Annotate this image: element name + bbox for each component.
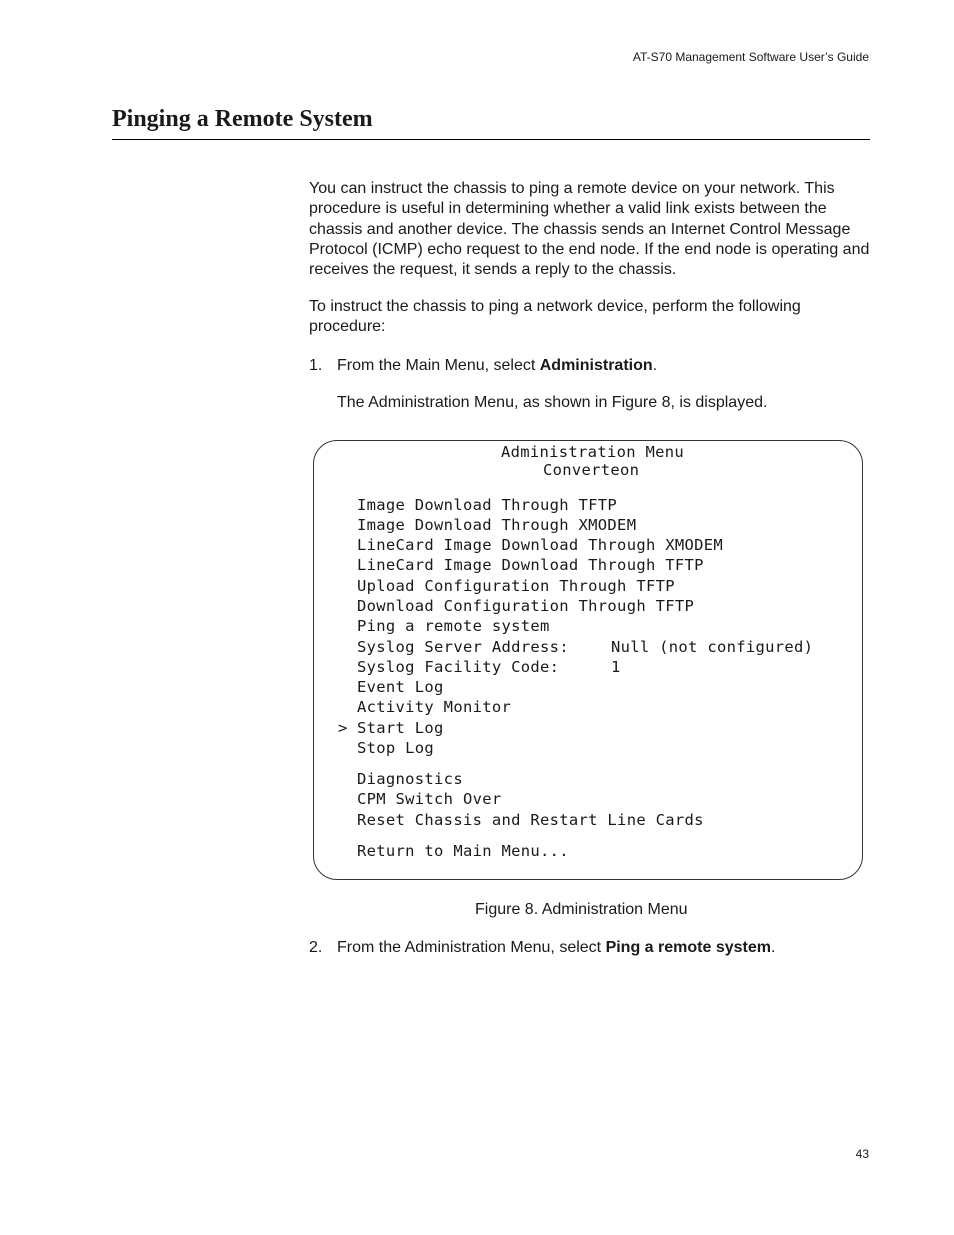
menu-item-event-log: Event Log <box>357 678 444 696</box>
menu-item-linecard-download-tftp: LineCard Image Download Through TFTP <box>357 556 704 574</box>
figure-caption: Figure 8. Administration Menu <box>475 901 688 918</box>
menu-item-diagnostics: Diagnostics <box>357 770 463 788</box>
step-2-text <box>337 938 775 958</box>
step-1-number: 1. <box>309 357 323 374</box>
step-2-text-after: . <box>770 939 776 956</box>
menu-item-return-main-menu: Return to Main Menu... <box>357 842 569 860</box>
step-1-note: The Administration Menu, as shown in Figure 8, is displayed. <box>337 394 768 411</box>
menu-subtitle: Converteon <box>543 461 640 479</box>
menu-item-ping-remote-system: Ping a remote system <box>357 617 550 635</box>
procedure-intro-paragraph: To instruct the chassis to ping a network device, perform the following procedure: <box>309 298 801 336</box>
step-2-text-before: From the Administration Menu, select <box>337 939 606 956</box>
menu-title: Administration Menu <box>501 443 685 461</box>
menu-item-download-config-tftp: Download Configuration Through TFTP <box>357 597 695 615</box>
menu-item-linecard-download-xmodem: LineCard Image Download Through XMODEM <box>357 536 724 554</box>
step-1-text <box>337 356 657 376</box>
menu-item-cpm-switch-over: CPM Switch Over <box>357 790 502 808</box>
menu-item-syslog-facility-code: Syslog Facility Code: <box>357 658 560 676</box>
section-title: Pinging a Remote System <box>112 106 373 132</box>
menu-cursor: > <box>338 719 348 737</box>
step-1-bold-term: Administration <box>539 357 653 374</box>
title-rule <box>112 139 870 140</box>
menu-item-image-download-xmodem: Image Download Through XMODEM <box>357 516 637 534</box>
syslog-facility-value: 1 <box>611 658 621 676</box>
syslog-server-value: Null (not configured) <box>611 638 814 656</box>
step-2-bold-term: Ping a remote system <box>605 939 771 956</box>
step-2-number: 2. <box>309 939 323 956</box>
menu-item-activity-monitor: Activity Monitor <box>357 698 512 716</box>
step-1-text-after: . <box>652 357 658 374</box>
menu-item-upload-config-tftp: Upload Configuration Through TFTP <box>357 577 675 595</box>
menu-item-image-download-tftp: Image Download Through TFTP <box>357 496 618 514</box>
intro-paragraph: You can instruct the chassis to ping a remote device on your network. This procedure is useful in determining whether a valid link exists between the chassis and another device. The chassis sends an Internet Control Message Protocol (ICMP) echo request to the end node. If the end node is operating and receives the request, it sends a reply to the chassis. <box>309 180 870 279</box>
menu-item-reset-chassis: Reset Chassis and Restart Line Cards <box>357 811 704 829</box>
menu-item-syslog-server-address: Syslog Server Address: <box>357 638 569 656</box>
menu-item-stop-log: Stop Log <box>357 739 435 757</box>
page-number: 43 <box>855 1147 869 1161</box>
menu-item-start-log: Start Log <box>357 719 444 737</box>
step-1-text-before: From the Main Menu, select <box>337 357 540 374</box>
running-header: AT-S70 Management Software User’s Guide <box>632 50 869 64</box>
